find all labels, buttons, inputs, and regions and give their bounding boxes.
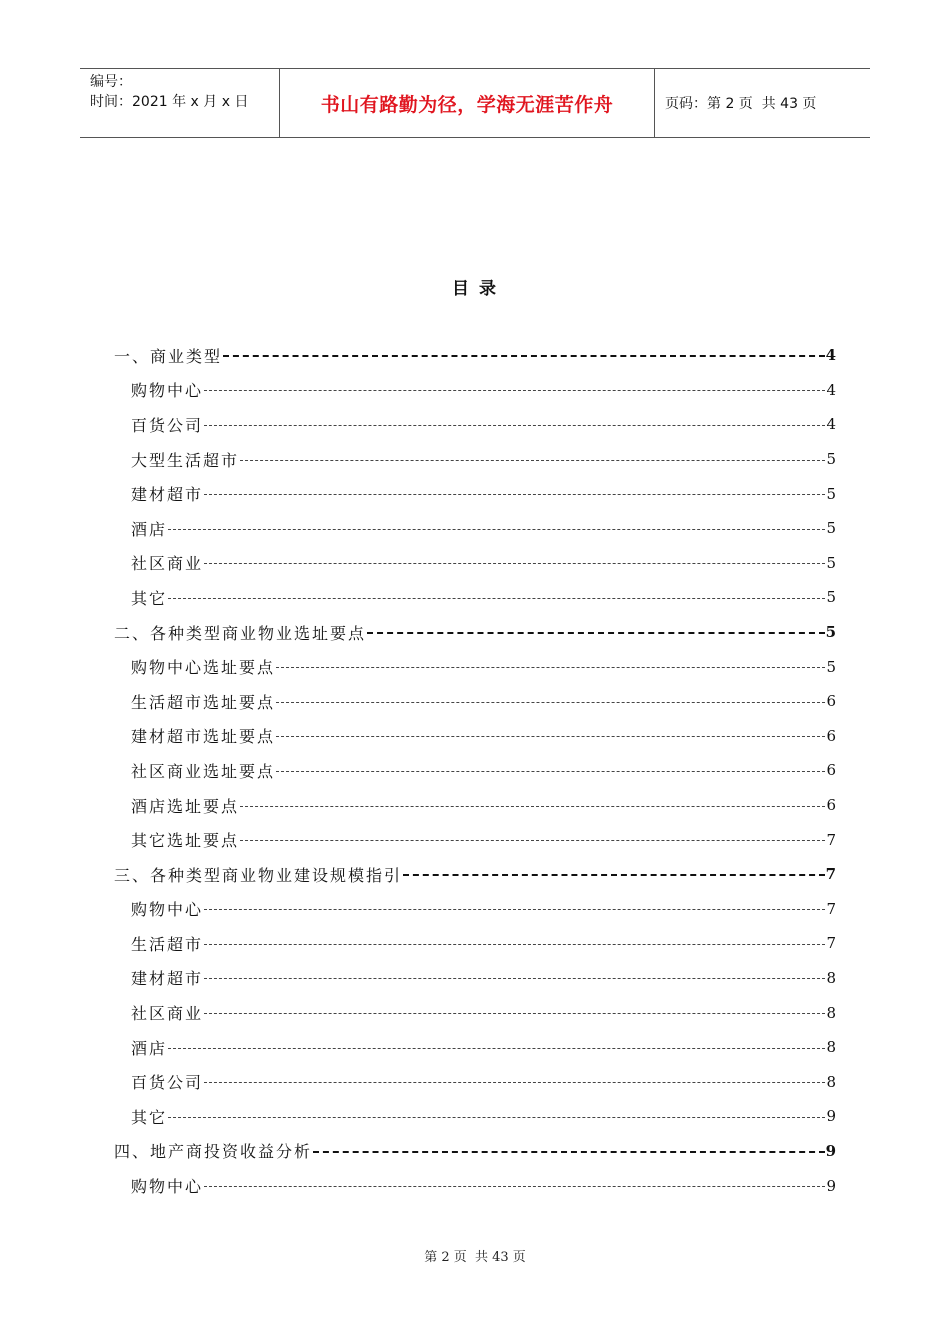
toc-entry-label: 酒店选址要点: [131, 796, 240, 816]
toc-entry[interactable]: [114, 373, 836, 408]
toc-entry[interactable]: [114, 788, 836, 823]
toc-leader: [204, 1013, 825, 1014]
toc-entry-page: 5: [826, 657, 836, 676]
toc-entry-page: 8: [826, 1003, 836, 1022]
toc-entry-label: 百货公司: [131, 1073, 204, 1093]
toc-entry-label: 社区商业选址要点: [131, 761, 276, 781]
toc-leader: [223, 355, 825, 357]
toc-entry-page: 6: [826, 692, 836, 711]
toc-leader: [168, 529, 825, 530]
toc-entry-page: 5: [826, 553, 836, 572]
toc-section[interactable]: [114, 338, 836, 373]
toc-entry-label: 其它选址要点: [131, 831, 240, 851]
toc-entry[interactable]: [114, 961, 836, 996]
toc-entry[interactable]: [114, 753, 836, 788]
toc-entry-page: 5: [826, 588, 836, 607]
toc-entry-page: 4: [825, 346, 836, 365]
toc-entry[interactable]: [114, 580, 836, 615]
toc-entry-page: 5: [826, 450, 836, 469]
header-page-info: 页码：第 2 页 共 43 页: [665, 96, 817, 112]
toc-entry-page: 5: [826, 519, 836, 538]
toc-entry-label: 建材超市: [131, 969, 204, 989]
toc-entry[interactable]: [114, 1099, 836, 1134]
toc-entry-page: 5: [826, 484, 836, 503]
toc-entry-page: 8: [826, 1038, 836, 1057]
toc-leader: [204, 978, 825, 979]
toc-entry[interactable]: [114, 1168, 836, 1203]
toc-entry-label: 大型生活超市: [131, 450, 240, 470]
toc-entry-label: 生活超市选址要点: [131, 692, 276, 712]
toc-leader: [204, 494, 825, 495]
toc-leader: [204, 390, 825, 391]
toc-entry-page: 7: [826, 934, 836, 953]
toc-leader: [276, 771, 825, 772]
toc-leader: [367, 632, 825, 634]
toc-leader: [276, 667, 825, 668]
toc-leader: [276, 702, 825, 703]
toc-entry-label: 购物中心选址要点: [131, 658, 276, 678]
toc-entry-page: 9: [825, 1141, 836, 1160]
toc-entry-label: 酒店: [131, 1038, 168, 1058]
toc-section[interactable]: [114, 615, 836, 650]
toc-entry[interactable]: [114, 476, 836, 511]
toc-entry-label: 社区商业: [131, 554, 204, 574]
time-label: 时间：2021 年 x 月 x 日: [90, 94, 249, 110]
toc-entry-label: 一、商业类型: [114, 346, 223, 366]
toc-leader: [204, 1082, 825, 1083]
toc-section[interactable]: [114, 1134, 836, 1169]
toc-entry[interactable]: [114, 407, 836, 442]
toc-entry[interactable]: [114, 1064, 836, 1099]
toc-leader: [204, 1186, 825, 1187]
toc-leader: [276, 736, 825, 737]
toc-leader: [313, 1151, 825, 1153]
toc-leader: [240, 806, 825, 807]
toc-entry-page: 6: [826, 726, 836, 745]
toc-section[interactable]: [114, 857, 836, 892]
toc-entry-page: 7: [826, 830, 836, 849]
toc-entry[interactable]: [114, 995, 836, 1030]
number-label: 编号：: [90, 74, 132, 90]
toc-entry[interactable]: [114, 684, 836, 719]
toc-entry-label: 四、地产商投资收益分析: [114, 1142, 313, 1162]
toc-entry[interactable]: [114, 442, 836, 477]
toc-entry-label: 其它: [131, 588, 168, 608]
toc-entry[interactable]: [114, 822, 836, 857]
toc-entry-page: 4: [826, 415, 836, 434]
toc-entry-page: 4: [826, 380, 836, 399]
toc-entry-label: 购物中心: [131, 381, 204, 401]
toc-entry-label: 建材超市: [131, 485, 204, 505]
toc-entry[interactable]: [114, 511, 836, 546]
toc-entry-page: 5: [825, 623, 836, 642]
toc-entry-page: 9: [826, 1176, 836, 1195]
toc-entry-label: 三、各种类型商业物业建设规模指引: [114, 865, 403, 885]
toc-entry-label: 百货公司: [131, 415, 204, 435]
toc-entry-page: 7: [826, 899, 836, 918]
toc-entry-page: 9: [826, 1107, 836, 1126]
toc-entry[interactable]: [114, 1030, 836, 1065]
toc-entry[interactable]: [114, 649, 836, 684]
table-of-contents: [114, 338, 836, 1203]
toc-leader: [168, 1048, 825, 1049]
toc-entry[interactable]: [114, 892, 836, 927]
toc-leader: [168, 1117, 825, 1118]
toc-entry-page: 7: [825, 865, 836, 884]
toc-leader: [403, 874, 825, 876]
toc-entry-page: 8: [826, 1072, 836, 1091]
toc-entry-label: 购物中心: [131, 1177, 204, 1197]
toc-leader: [204, 944, 825, 945]
toc-entry[interactable]: [114, 926, 836, 961]
toc-entry-label: 建材超市选址要点: [131, 727, 276, 747]
toc-entry-label: 生活超市: [131, 934, 204, 954]
toc-entry-label: 其它: [131, 1107, 168, 1127]
toc-entry-page: 6: [826, 761, 836, 780]
header-motto: 书山有路勤为径，学海无涯苦作舟: [280, 69, 655, 137]
toc-leader: [240, 460, 825, 461]
page-footer: 第 2 页 共 43 页: [424, 1250, 526, 1265]
toc-entry-label: 酒店: [131, 519, 168, 539]
toc-leader: [240, 840, 825, 841]
toc-entry-label: 社区商业: [131, 1004, 204, 1024]
toc-entry[interactable]: [114, 546, 836, 581]
header-meta: [80, 69, 280, 137]
toc-entry[interactable]: [114, 719, 836, 754]
toc-leader: [204, 909, 825, 910]
toc-entry-page: 6: [826, 796, 836, 815]
toc-entry-label: 购物中心: [131, 900, 204, 920]
toc-leader: [204, 563, 825, 564]
toc-entry-page: 8: [826, 968, 836, 987]
toc-leader: [204, 425, 825, 426]
page-header: [80, 68, 870, 138]
toc-entry-label: 二、各种类型商业物业选址要点: [114, 623, 367, 643]
toc-leader: [168, 598, 825, 599]
toc-title: 目 录: [452, 279, 498, 299]
